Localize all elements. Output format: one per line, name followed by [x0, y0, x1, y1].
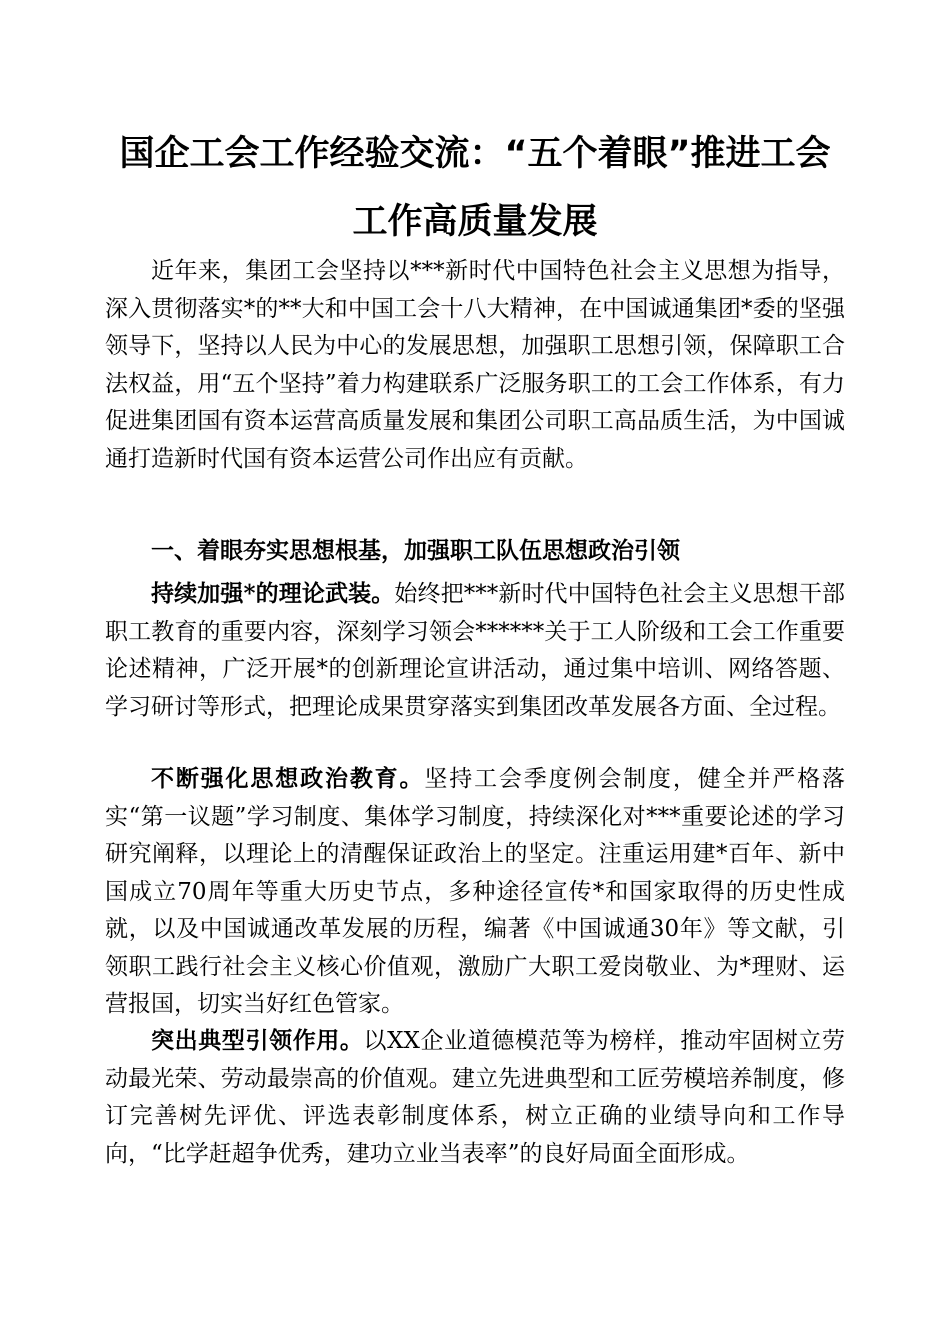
intro-paragraph: 近年来，集团工会坚持以***新时代中国特色社会主义思想为指导，深入贯彻落实*的**大和中国工会十八大精神，在中国诚通集团*委的坚强领导下，坚持以人民为中心的发展思想，加强职工思想引领，保障职工合法权益，用“五个坚持”着力构建联系广泛服务职工的工会工作体系，有力促进集团国有资本运营高质量发展和集团公司职工高品质生活，为中国诚通打造新时代国有资本运营公司作出应有贡献。	[105, 258, 845, 472]
paragraph-theory-armament	[105, 575, 845, 726]
paragraph-text: 以XX企业道德模范等为榜样，推动牢固树立劳动最光荣、劳动最崇高的价值观。建立先进典型和工匠劳模培养制度，修订完善树先评优、评选表彰制度体系，树立正确的业绩导向和工作导向，“比学赶超争优秀，建功立业当表率”的良好局面全面形成。	[105, 1028, 846, 1167]
document-title-line-2: 工作高质量发展	[352, 202, 598, 242]
paragraph-lead: 不断强化思想政治教育。	[151, 765, 425, 792]
document-title-line-1: 国企工会工作经验交流：“五个着眼”推进工会	[119, 134, 831, 174]
paragraph-lead: 持续加强*的理论武装。	[151, 580, 395, 607]
paragraph-political-education	[105, 760, 845, 1024]
paragraph-lead: 突出典型引领作用。	[151, 1027, 364, 1054]
paragraph-text: 始终把***新时代中国特色社会主义思想干部职工教育的重要内容，深刻学习领会******关于工人阶级和工会工作重要论述精神，广泛开展*的创新理论宣讲活动，通过集中培训、网络答题、学习研讨等形式，把理论成果贯穿落实到集团改革发展各方面、全过程。	[105, 581, 845, 720]
section-1-heading: 一、着眼夯实思想根基，加强职工队伍思想政治引领	[151, 537, 680, 564]
paragraph-role-models	[105, 1022, 845, 1173]
paragraph-text: 坚持工会季度例会制度，健全并严格落实“第一议题”学习制度、集体学习制度，持续深化对***重要论述的学习研究阐释，以理论上的清醒保证政治上的坚定。注重运用建*百年、新中国成立70周年等重大历史节点，多种途径宣传*和国家取得的历史性成就，以及中国诚通改革发展的历程，编著《中国诚通30年》等文献，引领职工践行社会主义核心价值观，激励广大职工爱岗敬业、为*理财、运营报国，切实当好红色管家。	[105, 766, 846, 1017]
